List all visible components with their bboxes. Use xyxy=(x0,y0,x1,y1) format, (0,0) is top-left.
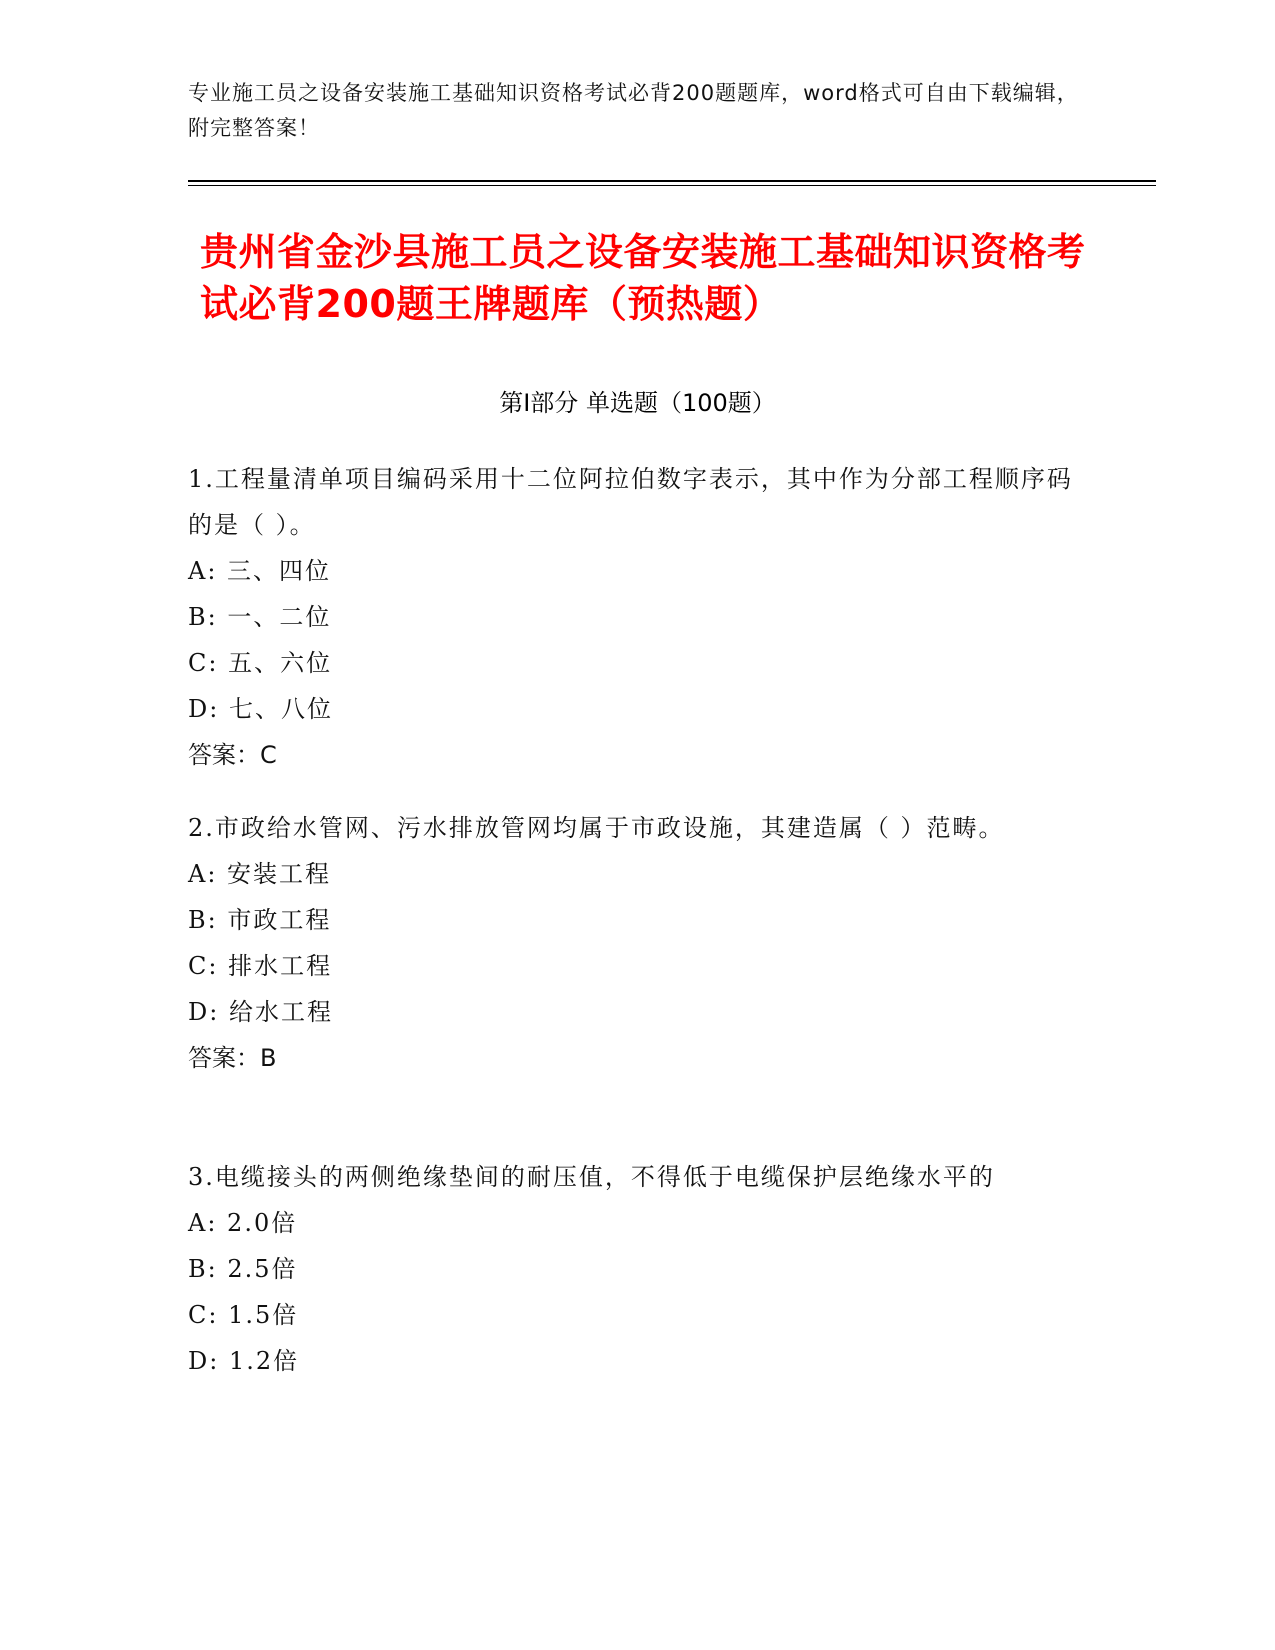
option-c: C: 五、六位 xyxy=(188,649,333,677)
question-block-1 xyxy=(188,456,1088,778)
answer-line: 答案：C xyxy=(188,741,277,769)
answer-line: 答案：B xyxy=(188,1044,277,1072)
option-d: D: 1.2倍 xyxy=(188,1347,300,1375)
question-block-3 xyxy=(188,1154,1088,1384)
header-rule-thick xyxy=(188,180,1156,182)
option-d: D: 七、八位 xyxy=(188,695,333,723)
option-c: C: 1.5倍 xyxy=(188,1301,299,1329)
section-heading: 第Ⅰ部分 单选题（100题） xyxy=(499,389,776,417)
option-c: C: 排水工程 xyxy=(188,952,333,980)
question-text: 2.市政给水管网、污水排放管网均属于市政设施，其建造属（ ）范畴。 xyxy=(188,814,1005,842)
option-a: A: 三、四位 xyxy=(188,557,332,585)
header-note: 专业施工员之设备安装施工基础知识资格考试必背200题题库，word格式可自由下载编辑，附完整答案！ xyxy=(188,81,1079,140)
option-b: B: 市政工程 xyxy=(188,906,332,934)
option-d: D: 给水工程 xyxy=(188,998,333,1026)
document-title: 贵州省金沙县施工员之设备安装施工基础知识资格考试必背200题王牌题库（预热题） xyxy=(200,230,1086,326)
question-text: 3.电缆接头的两侧绝缘垫间的耐压值，不得低于电缆保护层绝缘水平的 xyxy=(188,1163,995,1191)
option-b: B: 2.5倍 xyxy=(188,1255,298,1283)
question-text: 1.工程量清单项目编码采用十二位阿拉伯数字表示，其中作为分部工程顺序码的是（ ）。 xyxy=(188,465,1073,539)
option-b: B: 一、二位 xyxy=(188,603,332,631)
header-rule-thin xyxy=(188,185,1156,186)
question-block-2 xyxy=(188,805,1088,1081)
option-a: A: 2.0倍 xyxy=(188,1209,298,1237)
option-a: A: 安装工程 xyxy=(188,860,332,888)
